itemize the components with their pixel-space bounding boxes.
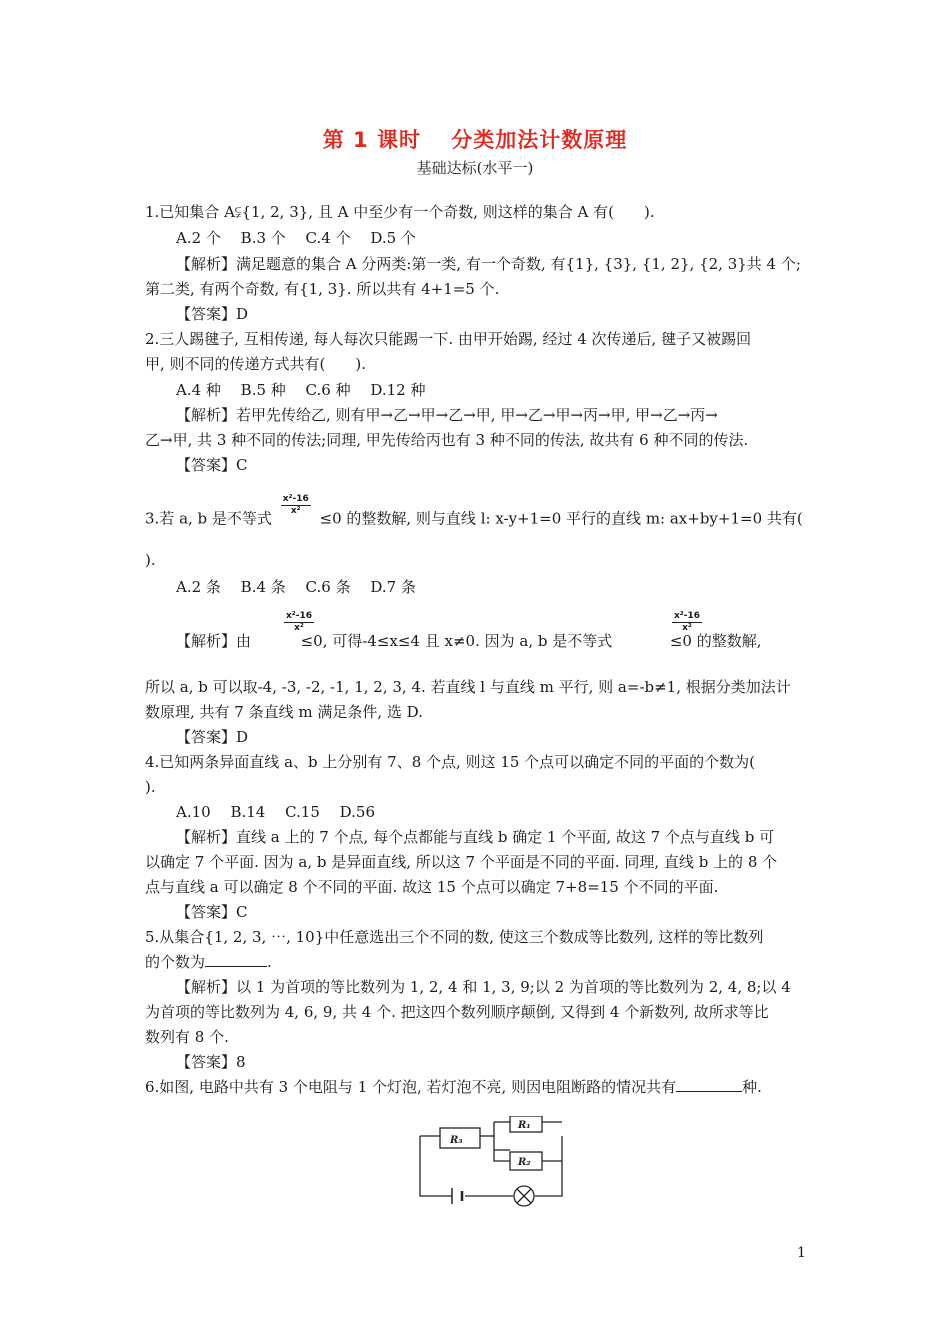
page-number: 1 xyxy=(797,1245,806,1261)
q3-analysis-fraction-2 xyxy=(672,611,702,634)
q3-stem-line-1 xyxy=(145,494,803,531)
q6-stem xyxy=(145,1077,762,1097)
q5-analysis-line-2: 为首项的等比数列为 4, 6, 9, 共 4 个. 把这四个数列顺序颠倒, 又得到 4 个新数列, 故所求等比 xyxy=(145,1003,769,1021)
circuit-diagram xyxy=(410,1116,580,1208)
q4-analysis-line-2: 以确定 7 个平面. 因为 a, b 是异面直线, 所以这 7 个平面是不同的平面. 同理, 直线 b 上的 8 个 xyxy=(145,853,778,871)
fraction-numerator: x²-16 xyxy=(674,611,701,621)
q3-options: A.2 条 B.4 条 C.6 条 D.7 条 xyxy=(176,578,416,596)
page-subtitle: 基础达标(水平一) xyxy=(416,159,534,177)
q6-stem-part-a: 6.如图, 电路中共有 3 个电阻与 1 个灯泡, 若灯泡不亮, 则因电阻断路的情况共有 xyxy=(145,1078,677,1096)
q2-stem-line-1: 2.三人踢毽子, 互相传递, 每人每次只能踢一下. 由甲开始踢, 经过 4 次传递后, 毽子又被踢回 xyxy=(145,330,752,348)
fraction-denominator: x² xyxy=(290,506,301,516)
q3-analysis-line-3: 数原理, 共有 7 条直线 m 满足条件, 选 D. xyxy=(145,703,423,721)
q1-analysis-line-2: 第二类, 有两个奇数, 有{1, 3}. 所以共有 4+1=5 个. xyxy=(145,280,500,298)
q2-analysis-line-1: 【解析】若甲先传给乙, 则有甲→乙→甲→乙→甲, 甲→乙→甲→丙→甲, 甲→乙→丙→ xyxy=(176,406,718,424)
q2-analysis-line-2: 乙→甲, 共 3 种不同的传法;同理, 甲先传给丙也有 3 种不同的传法, 故共有 6 种不同的传法. xyxy=(145,431,749,449)
q4-stem-line-2: ). xyxy=(145,778,156,796)
q4-analysis-line-3: 点与直线 a 可以确定 8 个不同的平面. 故这 15 个点可以确定 7+8=15 个不同的平面. xyxy=(145,878,719,896)
q5-stem-line-2 xyxy=(145,952,272,972)
q5-stem-part-a: 的个数为 xyxy=(145,953,206,971)
q4-stem-line-1: 4.已知两条异面直线 a、b 上分别有 7、8 个点, 则这 15 个点可以确定不同的平面的个数为( xyxy=(145,753,756,771)
page-title: 第 1 课时 分类加法计数原理 xyxy=(322,128,628,152)
q5-analysis-line-3: 数列有 8 个. xyxy=(145,1028,229,1046)
fraction-numerator: x²-16 xyxy=(286,611,313,621)
r2-label: R₂ xyxy=(518,1157,531,1168)
q3-analysis-fraction-1 xyxy=(284,611,314,634)
q5-analysis-line-1: 【解析】以 1 为首项的等比数列为 1, 2, 4 和 1, 3, 9;以 2 为首项的等比数列为 2, 4, 8;以 4 xyxy=(176,978,791,996)
q5-answer: 【答案】8 xyxy=(176,1053,246,1071)
q5-stem-line-1: 5.从集合{1, 2, 3, ⋯, 10}中任意选出三个不同的数, 使这三个数成等比数列, 这样的等比数列 xyxy=(145,928,764,946)
fraction-denominator: x² xyxy=(294,623,304,633)
q1-answer: 【答案】D xyxy=(176,305,249,323)
fraction-denominator: x² xyxy=(682,623,692,633)
q3-analysis-part-c: ≤0 的整数解, xyxy=(669,632,762,650)
q6-stem-part-b: 种. xyxy=(742,1078,762,1096)
q3-stem-part-b: ≤0 的整数解, 则与直线 l: x-y+1=0 平行的直线 m: ax+by+1=0 共有( xyxy=(319,509,803,528)
q2-answer: 【答案】C xyxy=(176,456,248,474)
r1-label: R₁ xyxy=(518,1120,531,1131)
q4-answer: 【答案】C xyxy=(176,903,248,921)
q4-options: A.10 B.14 C.15 D.56 xyxy=(176,803,376,821)
q3-stem-part-a: 3.若 a, b 是不等式 xyxy=(145,509,272,528)
q2-stem-line-2: 甲, 则不同的传递方式共有( ). xyxy=(145,355,367,373)
q3-analysis-line-1 xyxy=(176,611,826,651)
answer-blank xyxy=(676,1077,742,1092)
q2-options: A.4 种 B.5 种 C.6 种 D.12 种 xyxy=(176,381,426,399)
q5-stem-part-b: . xyxy=(267,953,272,971)
q1-analysis-line-1: 【解析】满足题意的集合 A 分两类:第一类, 有一个奇数, 有{1}, {3}, {1, 2}, {2, 3}共 4 个; xyxy=(176,255,801,273)
lamp-cross xyxy=(517,1189,531,1203)
r3-label: R₃ xyxy=(450,1135,463,1146)
answer-blank xyxy=(205,952,267,967)
q3-analysis-part-b: ≤0, 可得-4≤x≤4 且 x≠0. 因为 a, b 是不等式 xyxy=(300,632,613,650)
q3-analysis-part-a: 【解析】由 xyxy=(176,632,252,650)
q4-analysis-line-1: 【解析】直线 a 上的 7 个点, 每个点都能与直线 b 确定 1 个平面, 故这 7 个点与直线 b 可 xyxy=(176,828,775,846)
q3-analysis-line-2: 所以 a, b 可以取-4, -3, -2, -1, 1, 2, 3, 4. 若直线 l 与直线 m 平行, 则 a=-b≠1, 根据分类加法计 xyxy=(145,678,791,696)
q1-stem: 1.已知集合 A⫋{1, 2, 3}, 且 A 中至少有一个奇数, 则这样的集合 A 有( ). xyxy=(145,203,655,221)
q1-options: A.2 个 B.3 个 C.4 个 D.5 个 xyxy=(176,229,416,247)
q3-fraction xyxy=(281,494,311,517)
q3-stem-line-2: ). xyxy=(145,551,156,569)
q3-answer: 【答案】D xyxy=(176,728,249,746)
fraction-numerator: x²-16 xyxy=(282,494,309,504)
